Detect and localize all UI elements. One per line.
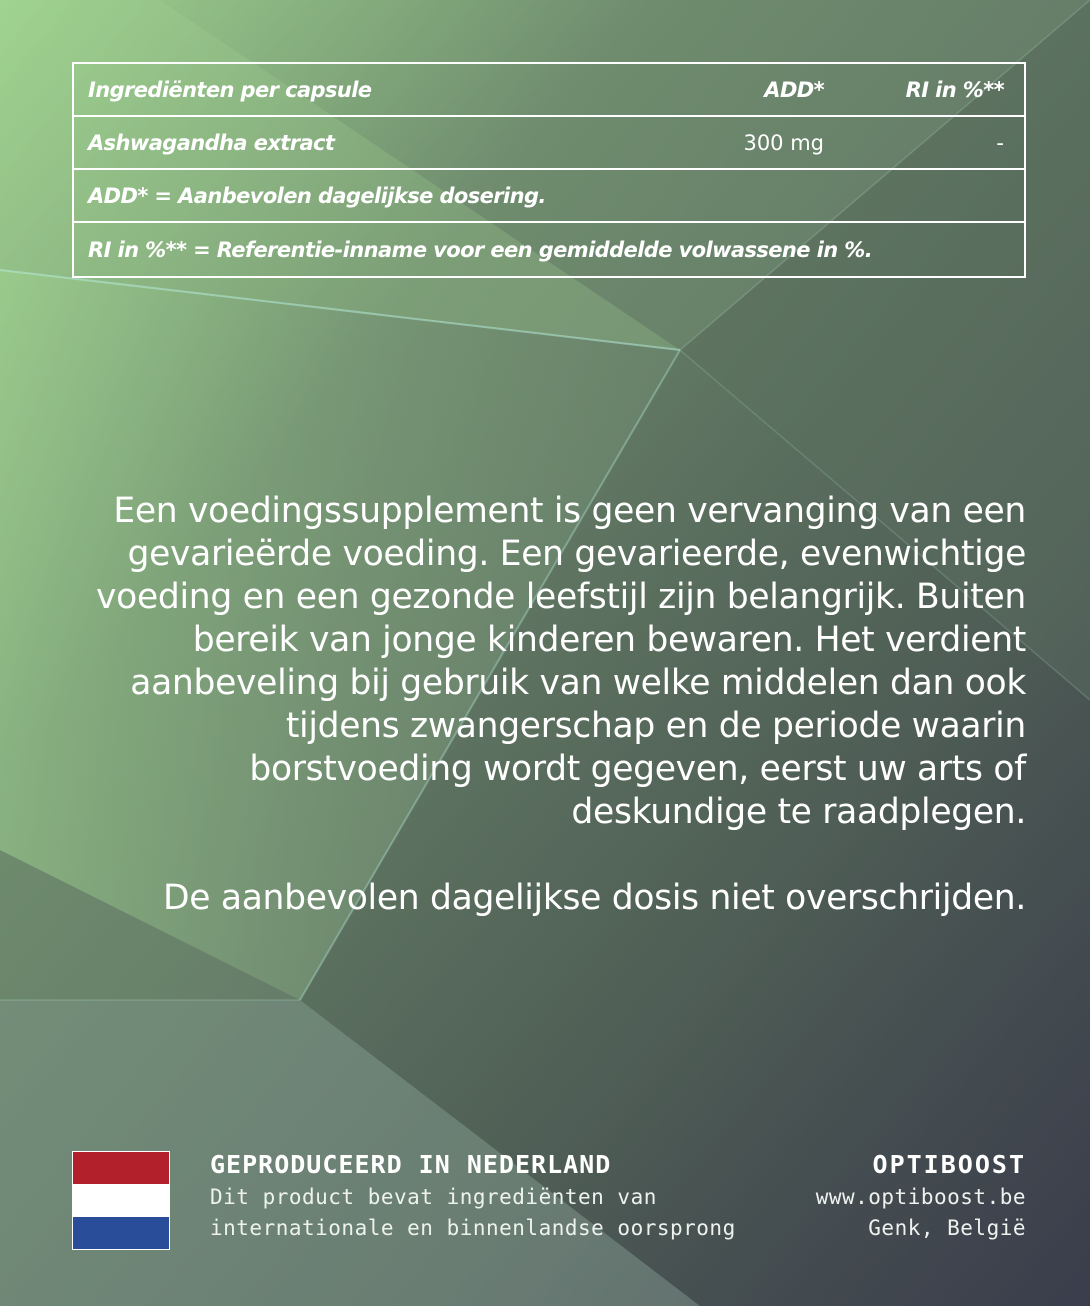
warning-paragraph: Een voedingssupplement is geen vervanging van een gevarieërde voeding. Een gevarieerde, evenwichtige voeding en een gezonde leefstijl zijn belangrijk. Buiten bereik van jonge kinderen bewaren. Het verdient aanbeveling bij gebruik van welke middelen dan ook tijdens zwangerschap en de periode waarin borstvoeding wordt gegeven, eerst uw arts of deskundige te raadplegen.	[96, 491, 1026, 832]
origin-line-2: internationale en binnenlandse oorsprong	[210, 1216, 736, 1240]
origin-title: GEPRODUCEERD IN NEDERLAND	[210, 1150, 612, 1179]
nutrition-table	[72, 62, 1026, 278]
brand-website: www.optiboost.be	[815, 1185, 1026, 1209]
header-ingredients: Ingrediënten per capsule	[88, 77, 372, 102]
note-ri: RI in %** = Referentie-inname voor een gemiddelde volwassene in %.	[88, 237, 873, 262]
ingredient-name: Ashwagandha extract	[88, 130, 335, 155]
netherlands-flag-icon	[72, 1151, 170, 1250]
header-add: ADD*	[764, 77, 824, 102]
table-note-row	[74, 223, 1024, 276]
table-note-row	[74, 170, 1024, 223]
table-row	[74, 117, 1024, 170]
ingredient-ri: -	[996, 130, 1004, 155]
origin-line-1: Dit product bevat ingrediënten van	[210, 1185, 657, 1209]
brand-location: Genk, België	[868, 1216, 1026, 1240]
ingredient-add: 300 mg	[743, 130, 824, 155]
brand-block	[816, 1148, 1026, 1244]
origin-block	[210, 1148, 736, 1244]
note-add: ADD* = Aanbevolen dagelijkse dosering.	[88, 183, 546, 208]
header-ri: RI in %**	[905, 77, 1004, 102]
table-header-row	[74, 64, 1024, 117]
warning-text-block	[60, 490, 1026, 920]
dose-notice: De aanbevolen dagelijkse dosis niet overschrijden.	[163, 878, 1026, 918]
brand-name: OPTIBOOST	[872, 1150, 1026, 1179]
